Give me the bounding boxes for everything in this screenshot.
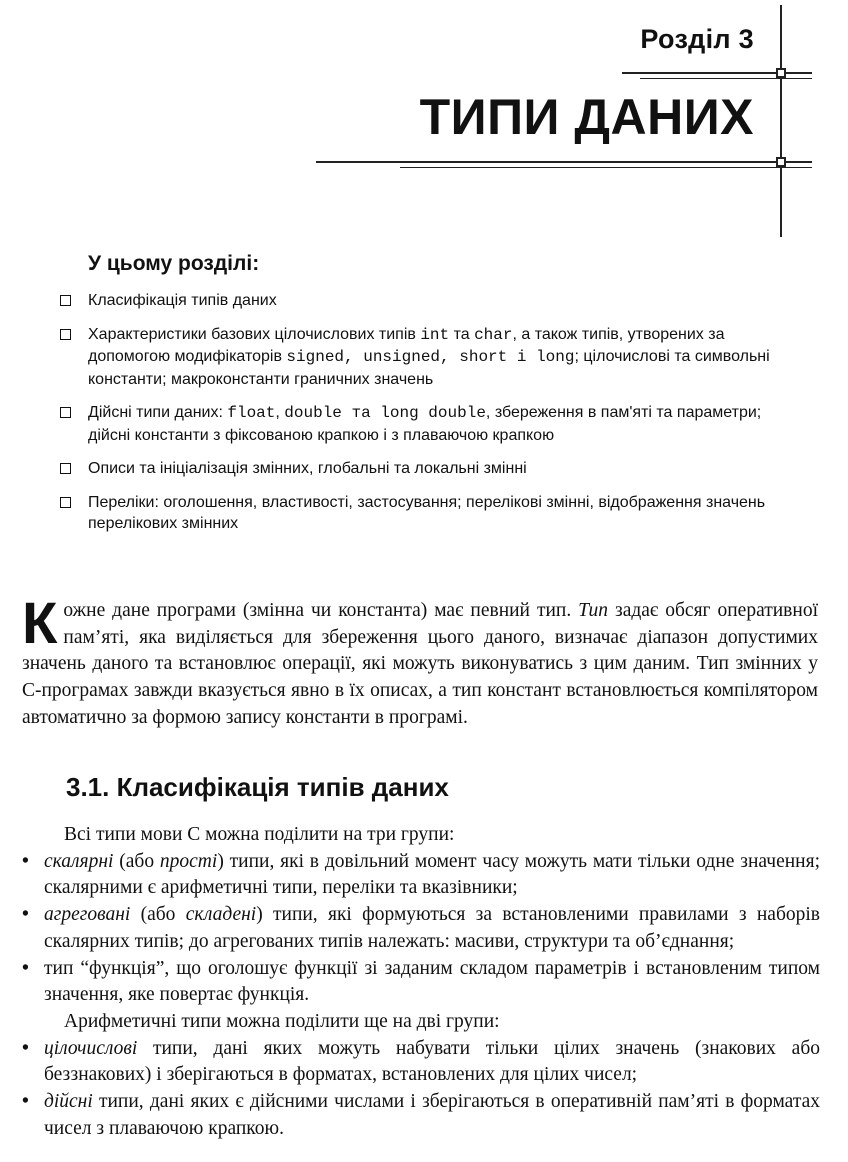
chapter-contents-heading: У цьому розділі: bbox=[88, 252, 260, 275]
topic-text: Переліки: оголошення, властивості, застосування; перелікові змінні, відображення значень перелікових змінних bbox=[88, 493, 766, 532]
section-heading: 3.1. Класифікація типів даних bbox=[66, 772, 449, 802]
code-term: , bbox=[440, 348, 460, 366]
code-term: char bbox=[474, 325, 513, 344]
italic-term: цілочислові bbox=[44, 1037, 138, 1059]
topic-item bbox=[60, 492, 780, 535]
code-term: double bbox=[284, 404, 342, 422]
italic-term: складені bbox=[185, 904, 257, 926]
arithmetic-groups-list bbox=[22, 1036, 820, 1143]
intro-paragraph bbox=[22, 591, 818, 732]
topic-item bbox=[60, 324, 780, 391]
list-item bbox=[22, 956, 820, 1009]
section-paragraph: Всі типи мови С можна поділити на три групи: bbox=[64, 824, 455, 845]
code-term: unsigned bbox=[363, 348, 441, 366]
code-term: та bbox=[341, 404, 381, 422]
list-item bbox=[22, 1036, 820, 1089]
italic-term: прості bbox=[159, 850, 218, 872]
italic-term: скалярні bbox=[44, 850, 114, 872]
italic-term: агреговані bbox=[44, 904, 131, 926]
paragraph-text: ожне дане програми (змінна чи константа) має певний тип. bbox=[63, 600, 579, 621]
list-item bbox=[22, 902, 820, 955]
list-text: ) типи, які в довільний момент часу можуть мати тільки одне значення; скалярними є арифметичні типи, переліки та вказівники; bbox=[44, 850, 820, 899]
code-term: signed bbox=[286, 348, 345, 366]
list-text: ) типи, які формуються за встановленими правилами з наборів скалярних типів; до агрегованих типів належать: масиви, структури та об’єднання; bbox=[44, 904, 820, 952]
chapter-label: Розділ 3 bbox=[640, 24, 754, 54]
checkbox-bullet-icon bbox=[60, 295, 71, 306]
code-term: int bbox=[420, 325, 450, 344]
code-term: long double bbox=[380, 404, 486, 422]
list-text: типи, дані яких є дійсними числами і зберігаються в оперативній пам’яті в форматах чисел з плаваючою крапкою. bbox=[44, 1091, 820, 1139]
list-text: (або bbox=[130, 904, 186, 926]
topic-text: ; цілочислові та символьні константи; макроконстанти граничних значень bbox=[88, 348, 770, 388]
topic-text: Класифікація типів даних bbox=[88, 292, 277, 309]
list-text: (або bbox=[113, 850, 160, 872]
code-term: long bbox=[536, 348, 575, 366]
italic-term: Тип bbox=[578, 600, 609, 621]
code-term: short bbox=[459, 348, 508, 366]
section-body bbox=[22, 822, 820, 1142]
topic-item bbox=[60, 458, 780, 480]
topic-item bbox=[60, 290, 780, 312]
header-top-rule-thin bbox=[640, 78, 812, 79]
header-bottom-rule-thin bbox=[400, 167, 812, 168]
code-term: і bbox=[507, 348, 537, 366]
list-text: типи, дані яких можуть набувати тільки цілих значень (знакових або беззнакових) і зберігаються в форматах, встановлених для цілих чисел; bbox=[44, 1037, 820, 1086]
drop-cap: К bbox=[22, 591, 58, 656]
topic-text: , bbox=[275, 404, 285, 421]
header-bottom-rule bbox=[316, 161, 812, 163]
chapter-topics-list bbox=[60, 290, 780, 547]
italic-term: дійсні bbox=[44, 1091, 93, 1113]
paragraph-text: задає обсяг оперативної пам’яті, яка виділяється для збереження цього даного, визначає діапазон допустимих значень даного та встановлює операції, які можуть виконуватись з цим даним. Тип змінних у С-програмах завжди вказується явно в їх описах, а тип констант встановлюється компілятором автоматично за формою запису константи в програмі. bbox=[22, 600, 818, 728]
topic-text: , а також типів, утворених за допомогою модифікаторів bbox=[88, 325, 725, 365]
topic-text: Дійсні типи даних: bbox=[88, 404, 228, 421]
topic-text: Характеристики базових цілочислових типів bbox=[88, 325, 421, 343]
code-term: , bbox=[344, 348, 364, 366]
checkbox-bullet-icon bbox=[60, 407, 71, 418]
checkbox-bullet-icon bbox=[60, 329, 71, 340]
list-item bbox=[22, 849, 820, 902]
header-vertical-rule bbox=[780, 5, 782, 237]
code-term: float bbox=[227, 404, 276, 422]
topic-item bbox=[60, 402, 780, 446]
header-rule-node-bottom bbox=[776, 157, 786, 167]
list-item bbox=[22, 1089, 820, 1142]
topic-text: Описи та ініціалізація змінних, глобальні та локальні змінні bbox=[88, 460, 527, 477]
topic-text: , збереження в пам'яті та параметри; дійсні константи з фіксованою крапкою і з плаваючою крапкою bbox=[88, 404, 762, 444]
type-groups-list bbox=[22, 849, 820, 1009]
section-paragraph: Арифметичні типи можна поділити ще на дві групи: bbox=[64, 1010, 500, 1032]
chapter-title: ТИПИ ДАНИХ bbox=[419, 89, 754, 145]
checkbox-bullet-icon bbox=[60, 463, 71, 474]
topic-text: та bbox=[449, 325, 475, 343]
checkbox-bullet-icon bbox=[60, 497, 71, 508]
header-rule-node-top bbox=[776, 68, 786, 78]
list-text: тип “функція”, що оголошує функції зі заданим складом параметрів і встановленим типом значення, яке повертає функція. bbox=[44, 957, 820, 1006]
